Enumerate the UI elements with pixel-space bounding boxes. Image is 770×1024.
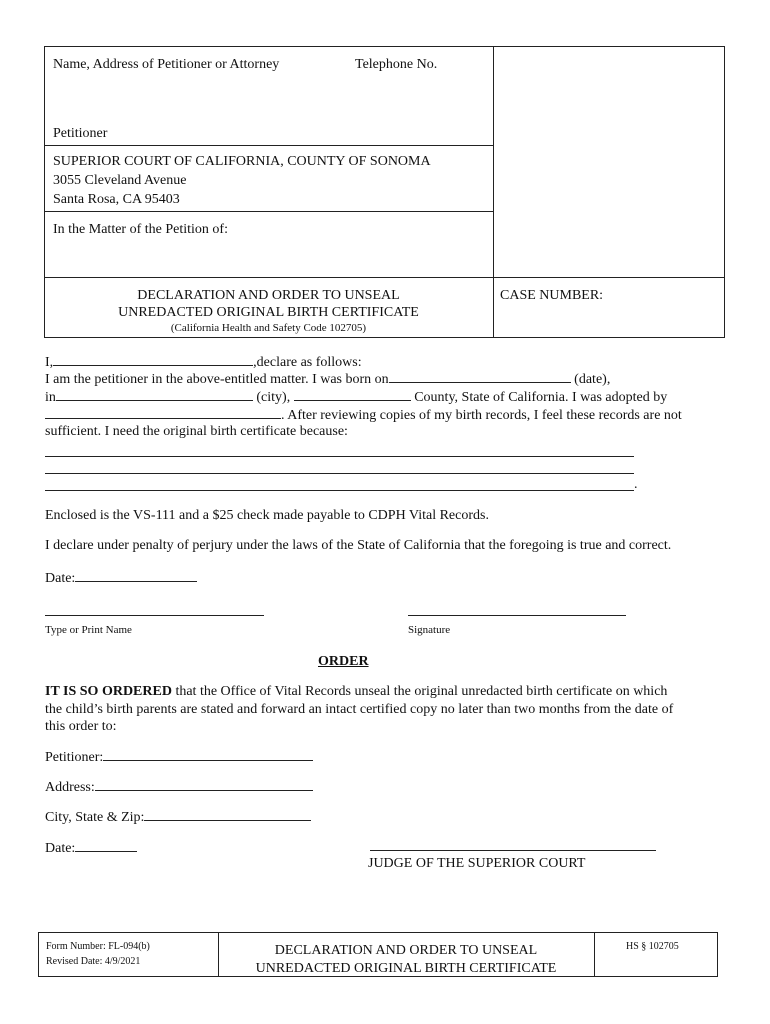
row-divider-1 [44, 145, 493, 146]
order-address-label: Address: [45, 780, 95, 795]
adopted-by-line [45, 405, 682, 425]
order-address-line [45, 777, 313, 797]
order-heading: ORDER [318, 654, 369, 669]
doc-title-line-2: UNREDACTED ORIGINAL BIRTH CERTIFICATE [118, 305, 419, 320]
city-county-line [45, 387, 667, 407]
signature-label: Signature [408, 624, 451, 636]
matter-label: In the Matter of the Petition of: [53, 222, 228, 237]
order-city-field[interactable] [144, 807, 311, 821]
court-name: SUPERIOR COURT OF CALIFORNIA, COUNTY OF SONOMA [53, 154, 431, 169]
signature-line[interactable] [408, 615, 626, 616]
row-divider-3 [44, 277, 725, 278]
ordered-line-3: this order to: [45, 719, 117, 734]
birth-city-field[interactable] [56, 387, 253, 401]
county-suffix: County, State of California. I was adopted by [414, 390, 668, 405]
judge-label: JUDGE OF THE SUPERIOR COURT [368, 856, 586, 871]
print-name-line[interactable] [45, 615, 264, 616]
ordered-line-1 [45, 683, 667, 701]
order-city-label: City, State & Zip: [45, 810, 145, 825]
order-address-field[interactable] [95, 777, 313, 791]
footer-title-1: DECLARATION AND ORDER TO UNSEAL [274, 943, 538, 958]
reason-line-2[interactable] [45, 473, 634, 474]
date-suffix: (date), [574, 372, 611, 387]
order-petitioner-field[interactable] [103, 747, 313, 761]
declaration-date-field[interactable] [75, 568, 197, 582]
birth-county-field[interactable] [294, 387, 411, 401]
ordered-line-2: the child’s birth parents are stated and forward an intact certified copy no later than two months from the date of [45, 702, 674, 717]
birth-date-field[interactable] [389, 369, 571, 383]
order-date-line [45, 838, 137, 858]
footer-code: HS § 102705 [626, 941, 679, 952]
after-review-text: . After reviewing copies of my birth records, I feel these records are not [281, 408, 682, 423]
order-date-field[interactable] [75, 838, 137, 852]
order-petitioner-line [45, 747, 313, 767]
order-city-line [45, 807, 311, 827]
enclosed-text: Enclosed is the VS-111 and a $25 check made payable to CDPH Vital Records. [45, 508, 489, 523]
adoptive-parents-field[interactable] [45, 405, 281, 419]
revised-date: Revised Date: 4/9/2021 [46, 956, 141, 967]
court-street: 3055 Cleveland Avenue [53, 173, 187, 188]
doc-title-line-1: DECLARATION AND ORDER TO UNSEAL [137, 288, 400, 303]
petitioner-attorney-label: Name, Address of Petitioner or Attorney [53, 57, 280, 72]
type-name-label: Type or Print Name [45, 624, 132, 636]
born-text: I am the petitioner in the above-entitled matter. I was born on [45, 372, 389, 387]
declarant-name-field[interactable] [53, 352, 253, 366]
case-number-label: CASE NUMBER: [500, 288, 604, 303]
order-petitioner-label: Petitioner: [45, 750, 104, 765]
reason-line-3[interactable] [45, 490, 634, 491]
footer-divider-2 [594, 932, 595, 977]
ordered-text-1: that the Office of Vital Records unseal the original unredacted birth certificate on which [171, 684, 668, 699]
caption-divider [493, 46, 494, 338]
in-label: in [45, 390, 56, 405]
petitioner-role-label: Petitioner [53, 126, 108, 141]
perjury-text: I declare under penalty of perjury under the laws of the State of California that the foregoing is true and correct. [45, 538, 672, 553]
declare-text: ,declare as follows: [253, 355, 362, 370]
reason-line-1[interactable] [45, 456, 634, 457]
telephone-label: Telephone No. [355, 57, 438, 72]
footer-title-2: UNREDACTED ORIGINAL BIRTH CERTIFICATE [255, 961, 557, 976]
judge-signature-line[interactable] [370, 850, 656, 851]
order-date-label: Date: [45, 841, 76, 856]
city-suffix: (city), [256, 390, 291, 405]
row-divider-2 [44, 211, 493, 212]
ordered-bold: IT IS SO ORDERED [45, 684, 172, 699]
declaration-date-label: Date: [45, 571, 76, 586]
reason-period: . [634, 477, 638, 492]
born-line [45, 369, 610, 389]
i-label: I, [45, 355, 54, 370]
court-city: Santa Rosa, CA 95403 [53, 192, 180, 207]
sufficient-text: sufficient. I need the original birth certificate because: [45, 424, 348, 439]
declaration-date-line [45, 568, 197, 588]
form-number: Form Number: FL-094(b) [46, 941, 150, 952]
doc-citation: (California Health and Safety Code 102705) [170, 322, 367, 334]
